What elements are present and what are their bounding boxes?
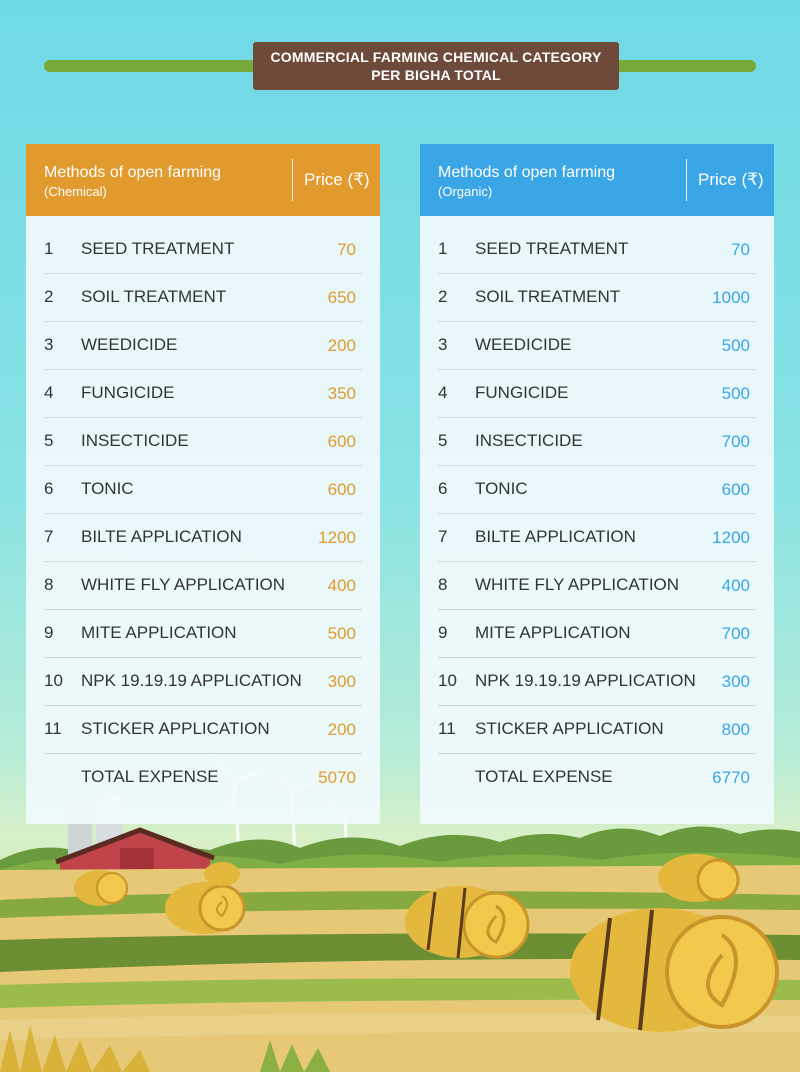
row-price: 200 [327, 336, 356, 355]
header-subtitle: (Chemical) [44, 184, 107, 199]
row-name: INSECTICIDE [475, 431, 583, 450]
table-row [438, 514, 756, 562]
row-number: 1 [44, 239, 54, 258]
row-name: INSECTICIDE [81, 431, 189, 450]
header-title: Methods of open farming [44, 164, 221, 181]
table-row [44, 658, 362, 706]
table-row [44, 466, 362, 514]
header-divider [292, 159, 293, 201]
row-number: 6 [44, 479, 54, 498]
row-number: 2 [438, 287, 448, 306]
row-name: SEED TREATMENT [475, 239, 629, 258]
row-name: BILTE APPLICATION [475, 527, 636, 546]
row-price: 400 [327, 576, 356, 595]
row-name: STICKER APPLICATION [81, 719, 270, 738]
row-number: 10 [44, 671, 63, 690]
row-price: 1200 [318, 528, 356, 547]
row-name: WHITE FLY APPLICATION [81, 575, 286, 594]
row-price: 1200 [712, 528, 750, 547]
row-price: 600 [327, 480, 356, 499]
row-price: 500 [327, 624, 356, 643]
table-row [438, 418, 756, 466]
row-number: 7 [438, 527, 448, 546]
row-number: 11 [438, 719, 456, 738]
row-price: 800 [721, 720, 750, 739]
row-price: 300 [327, 672, 356, 691]
row-price: 70 [731, 240, 750, 259]
header-price-label: Price (₹) [698, 170, 764, 189]
row-price: 70 [337, 240, 356, 259]
row-number: 11 [44, 719, 62, 738]
header-price-label: Price (₹) [304, 170, 370, 189]
row-name: SOIL TREATMENT [81, 287, 227, 306]
table-row [438, 322, 756, 370]
row-name: SOIL TREATMENT [475, 287, 621, 306]
table-row [438, 706, 756, 754]
row-number: 6 [438, 479, 448, 498]
table-header [420, 144, 774, 216]
row-price: 350 [327, 384, 356, 403]
row-price: 500 [721, 336, 750, 355]
table-rows [44, 226, 362, 802]
row-number: 8 [438, 575, 448, 594]
chemical-price-table [26, 144, 380, 824]
row-number: 10 [438, 671, 457, 690]
total-label: TOTAL EXPENSE [81, 767, 219, 786]
row-price: 500 [721, 384, 750, 403]
table-row [44, 322, 362, 370]
table-row [438, 466, 756, 514]
row-number: 4 [438, 383, 448, 402]
table-row [438, 658, 756, 706]
row-price: 400 [721, 576, 750, 595]
row-number: 3 [44, 335, 54, 354]
table-rows [438, 226, 756, 802]
row-name: WEEDICIDE [475, 335, 572, 354]
table-row [44, 370, 362, 418]
row-number: 4 [44, 383, 54, 402]
table-row [44, 562, 362, 610]
table-header [26, 144, 380, 216]
table-row [438, 562, 756, 610]
row-price: 600 [327, 432, 356, 451]
table-row [438, 370, 756, 418]
row-name: NPK 19.19.19 APPLICATION [81, 671, 302, 690]
table-row [438, 226, 756, 274]
row-price: 700 [721, 624, 750, 643]
row-price: 700 [721, 432, 750, 451]
table-row [44, 514, 362, 562]
row-number: 3 [438, 335, 448, 354]
row-name: WEEDICIDE [81, 335, 178, 354]
row-number: 7 [44, 527, 54, 546]
page-title [253, 42, 619, 90]
row-name: MITE APPLICATION [475, 623, 631, 642]
row-name: WHITE FLY APPLICATION [475, 575, 680, 594]
row-name: SEED TREATMENT [81, 239, 235, 258]
row-price: 600 [721, 480, 750, 499]
row-name: FUNGICIDE [81, 383, 175, 402]
table-row [438, 274, 756, 322]
title-line-1: COMMERCIAL FARMING CHEMICAL CATEGORY [270, 49, 602, 65]
table-row [44, 274, 362, 322]
row-name: NPK 19.19.19 APPLICATION [475, 671, 696, 690]
row-price: 300 [721, 672, 750, 691]
row-number: 5 [438, 431, 448, 450]
title-line-2: PER BIGHA TOTAL [371, 67, 501, 83]
row-name: STICKER APPLICATION [475, 719, 664, 738]
total-price: 5070 [318, 768, 356, 787]
total-label: TOTAL EXPENSE [475, 767, 613, 786]
row-price: 650 [327, 288, 356, 307]
total-row [438, 754, 756, 802]
total-row [44, 754, 362, 802]
header-subtitle: (Organic) [438, 184, 493, 199]
header-divider [686, 159, 687, 201]
row-number: 2 [44, 287, 54, 306]
table-row [44, 418, 362, 466]
row-price: 200 [327, 720, 356, 739]
table-row [44, 610, 362, 658]
table-row [438, 610, 756, 658]
row-number: 1 [438, 239, 448, 258]
row-number: 8 [44, 575, 54, 594]
row-name: FUNGICIDE [475, 383, 569, 402]
organic-price-table [420, 144, 774, 824]
row-number: 9 [44, 623, 54, 642]
row-name: MITE APPLICATION [81, 623, 237, 642]
total-price: 6770 [712, 768, 750, 787]
header-title: Methods of open farming [438, 164, 615, 181]
row-number: 9 [438, 623, 448, 642]
row-name: TONIC [81, 479, 134, 498]
table-row [44, 706, 362, 754]
row-price: 1000 [712, 288, 750, 307]
row-number: 5 [44, 431, 54, 450]
row-name: TONIC [475, 479, 528, 498]
row-name: BILTE APPLICATION [81, 527, 242, 546]
table-row [44, 226, 362, 274]
